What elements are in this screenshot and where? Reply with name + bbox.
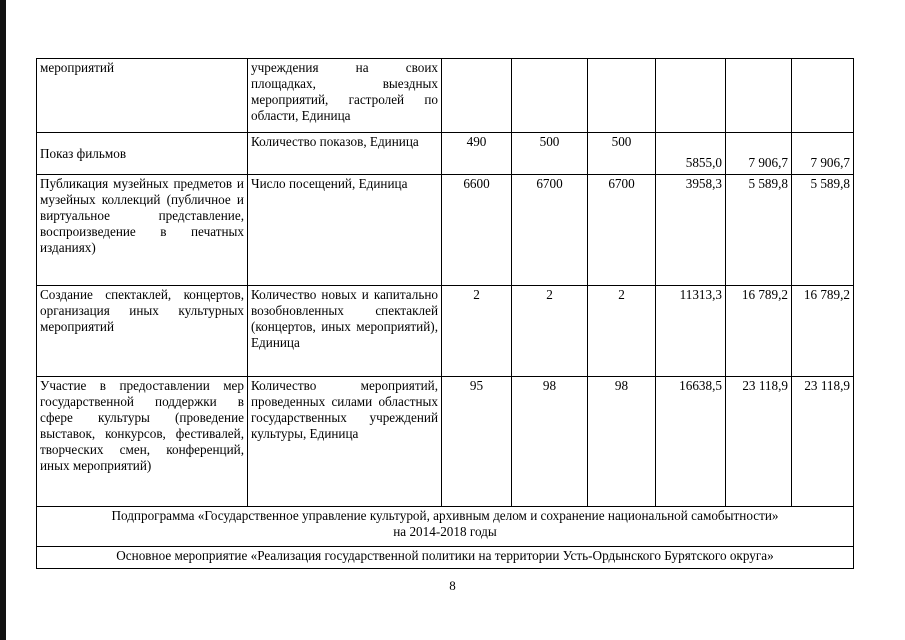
volume-cell: 2 [442,286,512,377]
finance-cell: 23 118,9 [726,377,792,507]
table-row [37,175,854,286]
volume-cell: 98 [588,377,656,507]
volume-cell: 490 [442,133,512,175]
table-row [37,59,854,133]
volume-cell [512,59,588,133]
subprogram-heading [37,507,854,547]
finance-cell: 23 118,9 [792,377,854,507]
volume-cell: 500 [512,133,588,175]
volume-cell: 2 [512,286,588,377]
table-row [37,377,854,507]
volume-cell: 6700 [512,175,588,286]
program-table [36,58,854,569]
volume-cell: 6600 [442,175,512,286]
main-event-heading: Основное мероприятие «Реализация государственной политики на территории Усть-Ордынского Бурятского округа» [37,547,854,569]
volume-cell: 95 [442,377,512,507]
finance-cell: 3958,3 [656,175,726,286]
event-cell: Показ фильмов [37,133,248,175]
subprogram-period: на 2014-2018 годы [393,524,497,539]
subprogram-title: Подпрограмма «Государственное управление культурой, архивным делом и сохранение национальной самобытности» [111,508,779,523]
finance-cell: 16638,5 [656,377,726,507]
indicator-cell: Количество показов, Единица [248,133,442,175]
finance-cell: 5 589,8 [726,175,792,286]
event-cell: мероприятий [37,59,248,133]
finance-cell: 16 789,2 [792,286,854,377]
finance-cell: 11313,3 [656,286,726,377]
event-cell: Создание спектаклей, концертов, организация иных культурных мероприятий [37,286,248,377]
event-cell: Публикация музейных предметов и музейных коллекций (публичное и виртуальное представление, воспроизведение в печатных изданиях) [37,175,248,286]
indicator-cell: Количество новых и капитально возобновленных спектаклей (концертов, иных мероприятий), Единица [248,286,442,377]
indicator-cell: учреждения на своих площадках, выездных мероприятий, гастролей по области, Единица [248,59,442,133]
finance-cell: 7 906,7 [792,133,854,175]
table-row [37,133,854,175]
finance-cell [726,59,792,133]
scan-edge [0,0,6,640]
main-event-row [37,547,854,569]
volume-cell: 6700 [588,175,656,286]
page-number: 8 [449,578,456,593]
event-cell: Участие в предоставлении мер государственной поддержки в сфере культуры (проведение выставок, конкурсов, фестивалей, творческих смен, конференций, иных мероприятий) [37,377,248,507]
finance-cell: 5855,0 [656,133,726,175]
volume-cell: 98 [512,377,588,507]
volume-cell [588,59,656,133]
indicator-cell: Количество мероприятий, проведенных силами областных государственных учреждений культуры, Единица [248,377,442,507]
finance-cell: 7 906,7 [726,133,792,175]
volume-cell [442,59,512,133]
finance-cell: 16 789,2 [726,286,792,377]
table-row [37,286,854,377]
finance-cell [656,59,726,133]
volume-cell: 2 [588,286,656,377]
finance-cell: 5 589,8 [792,175,854,286]
volume-cell: 500 [588,133,656,175]
indicator-cell: Число посещений, Единица [248,175,442,286]
subprogram-row [37,507,854,547]
finance-cell [792,59,854,133]
